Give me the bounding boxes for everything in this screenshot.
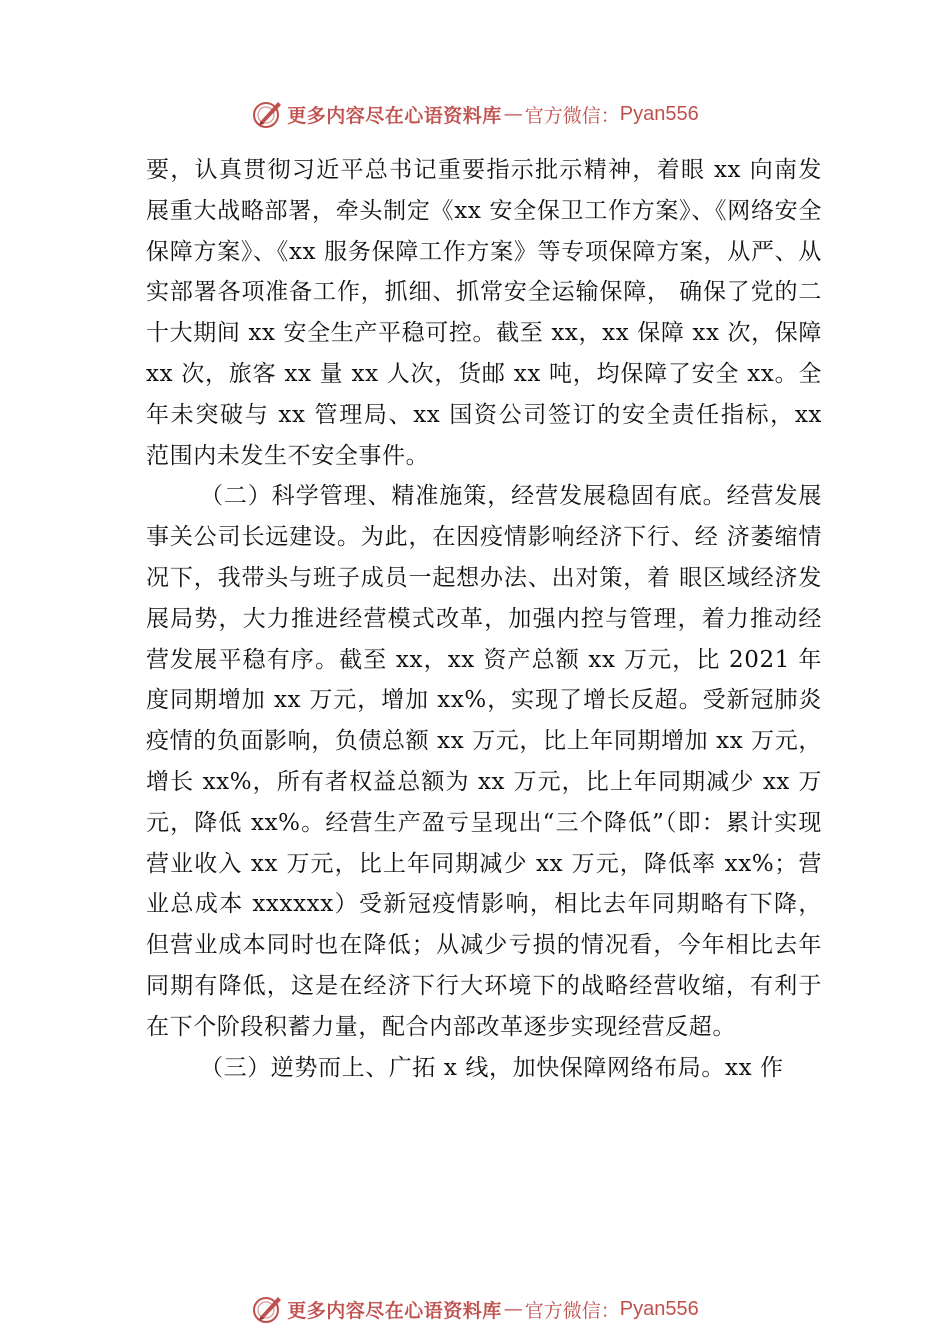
banner-main-text: 更多内容尽在心语资料库 — [287, 1299, 502, 1322]
banner-separator: — — [503, 103, 523, 125]
paragraph-section-three: （三）逆势而上、广拓 x 线，加快保障网络布局。xx 作 — [200, 1054, 784, 1081]
header-banner — [0, 94, 950, 134]
banner-wechat-label: 官方微信： — [524, 104, 620, 127]
pen-logo-icon — [251, 97, 285, 131]
banner-wechat-id: Pyan556 — [619, 1297, 699, 1320]
banner-separator: — — [503, 1298, 523, 1320]
document-body — [146, 150, 822, 1088]
banner-wechat-id: Pyan556 — [619, 102, 699, 125]
banner-main-text: 更多内容尽在心语资料库 — [287, 104, 502, 127]
paragraph-section-two: （二）科学管理、精准施策，经营发展稳固有底。经营发展事关公司长远建设。为此，在因疫情影响经济下行、经 济萎缩情况下，我带头与班子成员一起想办法、出对策，着 眼区域经济发展局势，大力推进经营模式改革，加强内控与管理，着力推动经营发展平稳有序。截至 xx，xx 资产总额 xx 万元，比 2021 年度同期增加 xx 万元，增加 xx%，实现了增长反超。受新冠肺炎疫情的负面影响，负债总额 xx 万元，比上年同期增加 xx 万元，增长 xx%，所有者权益总额为 xx 万元，比上年同期减少 xx 万元，降低 xx%。经营生产盈亏呈现出“三个降低”（即：累计实现营业收入 xx 万元，比上年同期减少 xx 万元，降低率 xx%；营业总成本 xxxxxx）受新冠疫情影响，相比去年同期略有下降，但营业成本同时也在降低；从减少亏损的情况看，今年相比去年同期有降低，这是在经济下行大环境下的战略经营收缩，有利于在下个阶段积蓄力量，配合内部改革逐步实现经营反超。 — [146, 483, 822, 1040]
banner-wechat-label: 官方微信： — [524, 1299, 620, 1322]
footer-banner — [0, 1289, 950, 1329]
paragraph-continued: 要，认真贯彻习近平总书记重要指示批示精神，着眼 xx 向南发展重大战略部署，牵头制定《xx 安全保卫工作方案》、《网络安全保障方案》、《xx 服务保障工作方案》等专项保障方案，从严、从实部署各项准备工作，抓细、抓常安全运输保障， 确保了党的二十大期间 xx 安全生产平稳可控。截至 xx，xx 保障 xx 次，保障 xx 次，旅客 xx 量 xx 人次，货邮 xx 吨，均保障了安全 xx。全年未突破与 xx 管理局、xx 国资公司签订的安全责任指标，xx 范围内未发生不安全事件。 — [146, 157, 822, 469]
pen-logo-icon — [251, 1292, 285, 1326]
